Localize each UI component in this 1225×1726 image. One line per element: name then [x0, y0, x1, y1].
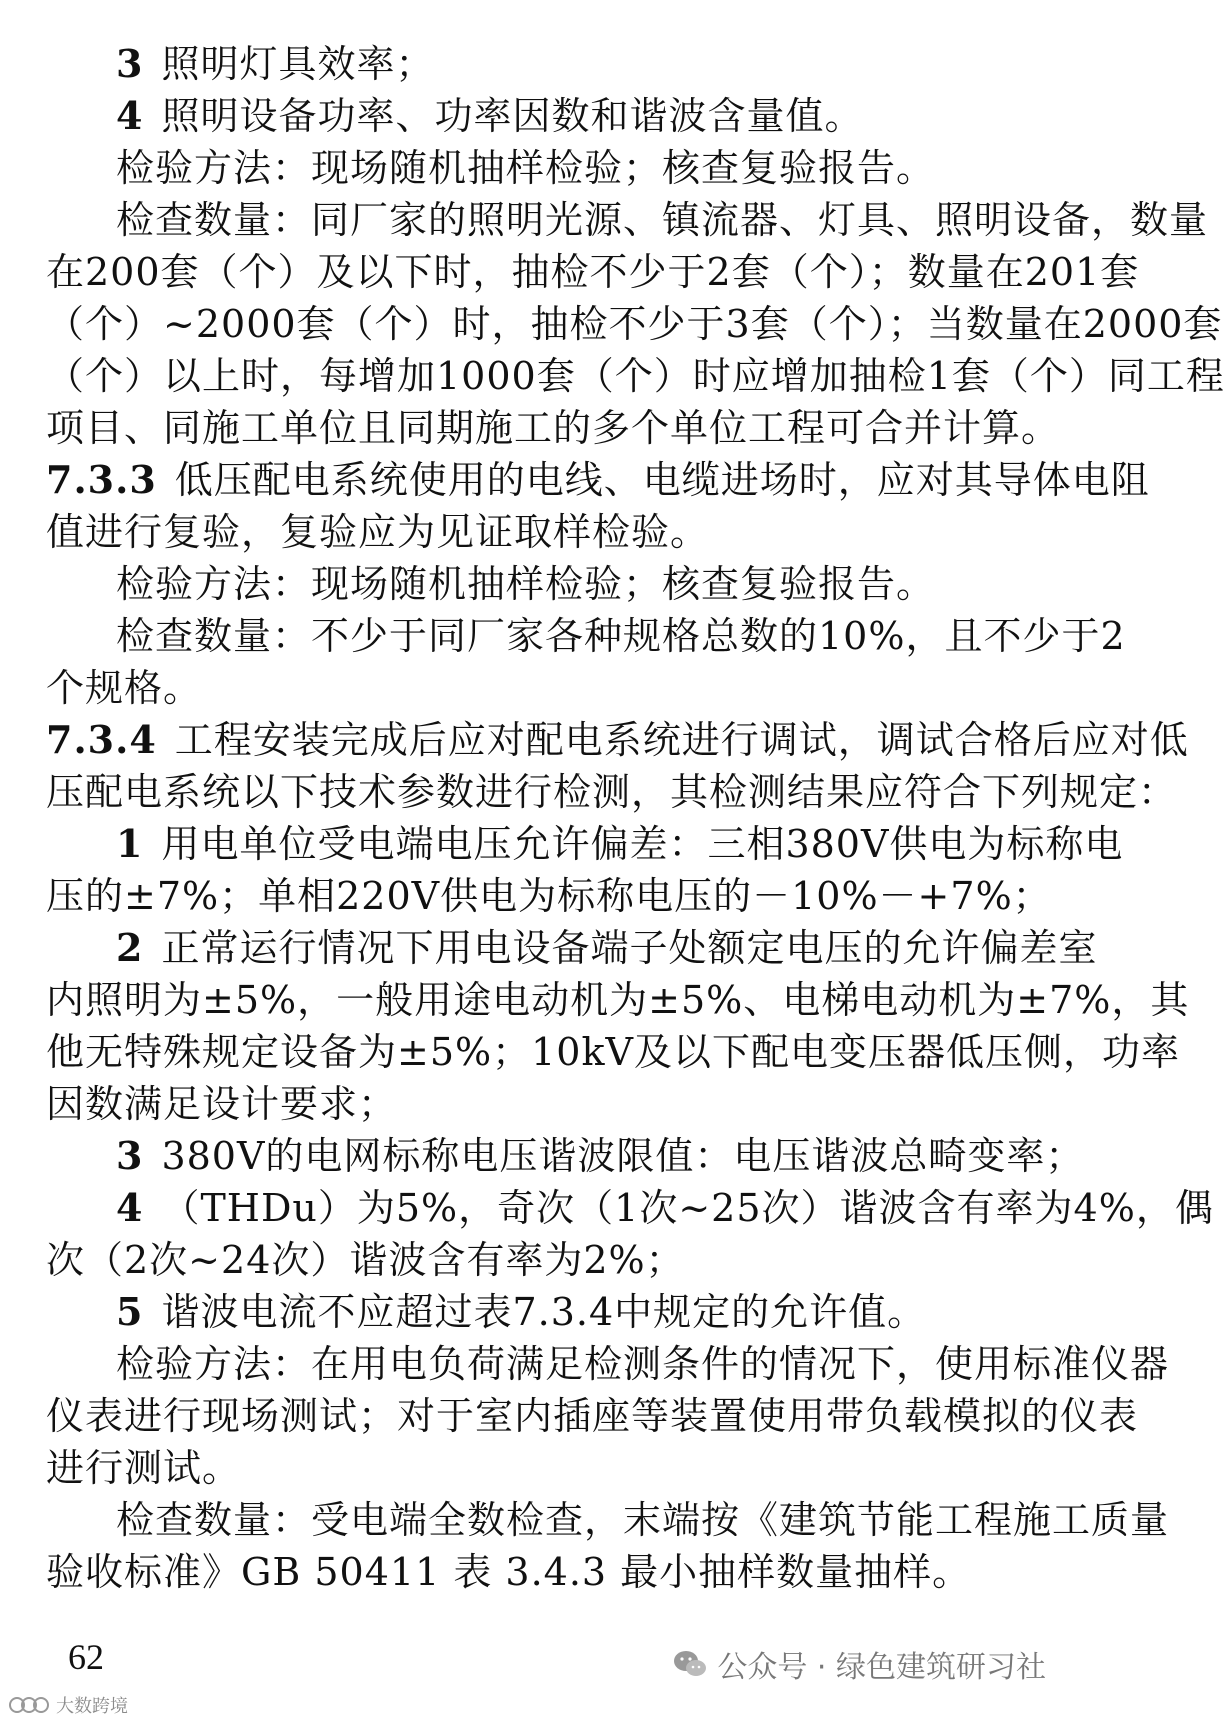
- page-number: 62: [68, 1637, 104, 1677]
- text-line: [46, 454, 1150, 506]
- text-line: [46, 714, 1189, 766]
- line-text: 值进行复验，复验应为见证取样检验。: [46, 510, 710, 554]
- line-text: 检查数量：同厂家的照明光源、镇流器、灯具、照明设备，数量: [116, 198, 1209, 242]
- item-number: 4: [116, 1185, 144, 1230]
- text-line: [46, 38, 1031, 90]
- line-text: 压的±7%；单相220V供电为标称电压的－10%－+7%；: [46, 874, 1052, 918]
- clause-number: 7.3.3: [46, 457, 157, 502]
- text-line: [46, 90, 1031, 142]
- corner-mark-text: 大数跨境: [56, 1696, 128, 1717]
- item-number: 3: [116, 1133, 144, 1178]
- item-number: 2: [116, 925, 144, 970]
- text-line: [46, 1286, 1031, 1338]
- line-text: 进行测试。: [46, 1446, 242, 1490]
- item-number: 4: [116, 93, 144, 138]
- text-line: [46, 1546, 1031, 1598]
- line-text: 验收标准》GB 50411 表 3.4.3 最小抽样数量抽样。: [46, 1550, 972, 1594]
- line-text: 低压配电系统使用的电线、电缆进场时，应对其导体电阻: [174, 458, 1150, 502]
- clause-number: 7.3.4: [46, 717, 157, 762]
- line-text: 照明设备功率、功率因数和谐波含量值。: [161, 94, 864, 138]
- item-number: 1: [116, 821, 144, 866]
- text-line: [46, 298, 1223, 350]
- text-line: [46, 194, 1209, 246]
- text-line: [46, 922, 1098, 974]
- line-text: 检查数量：受电端全数检查，末端按《建筑节能工程施工质量: [116, 1498, 1170, 1542]
- text-line: [46, 246, 1140, 298]
- line-text: （个）~2000套（个）时，抽检不少于3套（个）；当数量在2000套: [46, 302, 1223, 346]
- text-line: [46, 1390, 1139, 1442]
- line-text: 谐波电流不应超过表7.3.4中规定的允许值。: [161, 1290, 927, 1334]
- text-line: [46, 1078, 1031, 1130]
- line-text: 次（2次~24次）谐波含有率为2%；: [46, 1238, 685, 1282]
- line-text: 项目、同施工单位且同期施工的多个单位工程可合并计算。: [46, 406, 1061, 450]
- text-line: [46, 1234, 1031, 1286]
- logo-icon: [8, 1694, 50, 1716]
- line-text: 用电单位受电端电压允许偏差：三相380V供电为标称电: [161, 822, 1124, 866]
- line-text: 工程安装完成后应对配电系统进行调试，调试合格后应对低: [174, 718, 1189, 762]
- line-text: 检查数量：不少于同厂家各种规格总数的10%，且不少于2: [116, 614, 1126, 658]
- line-text: （THDu）为5%，奇次（1次~25次）谐波含有率为4%，偶: [161, 1186, 1214, 1230]
- line-text: （个）以上时，每增加1000套（个）时应增加抽检1套（个）同工程: [46, 354, 1225, 398]
- body-text: [46, 38, 1225, 1598]
- corner-mark: [8, 1692, 128, 1718]
- line-text: 检验方法：现场随机抽样检验；核查复验报告。: [116, 562, 936, 606]
- line-text: 380V的电网标称电压谐波限值：电压谐波总畸变率；: [161, 1134, 1085, 1178]
- watermark-text: 公众号 · 绿色建筑研习社: [717, 1650, 1046, 1685]
- line-text: 检验方法：现场随机抽样检验；核查复验报告。: [116, 146, 936, 190]
- line-text: 因数满足设计要求；: [46, 1082, 398, 1126]
- wechat-icon: [673, 1649, 707, 1679]
- text-line: [46, 610, 1126, 662]
- line-text: 他无特殊规定设备为±5%；10kV及以下配电变压器低压侧，功率: [46, 1030, 1180, 1074]
- text-line: [46, 1338, 1170, 1390]
- text-line: [46, 1026, 1180, 1078]
- text-line: [46, 1442, 1031, 1494]
- text-line: [46, 974, 1190, 1026]
- line-text: 正常运行情况下用电设备端子处额定电压的允许偏差室: [161, 926, 1098, 970]
- item-number: 3: [116, 41, 144, 86]
- text-line: [46, 870, 1052, 922]
- text-line: [46, 142, 1031, 194]
- text-line: [46, 506, 1031, 558]
- text-line: [46, 818, 1124, 870]
- text-line: [46, 766, 1178, 818]
- line-text: 在200套（个）及以下时，抽检不少于2套（个）；数量在201套: [46, 250, 1140, 294]
- text-line: [46, 1494, 1170, 1546]
- line-text: 压配电系统以下技术参数进行检测，其检测结果应符合下列规定：: [46, 770, 1178, 814]
- text-line: [46, 350, 1225, 402]
- line-text: 仪表进行现场测试；对于室内插座等装置使用带负载模拟的仪表: [46, 1394, 1139, 1438]
- watermark: [673, 1642, 1046, 1686]
- line-text: 内照明为±5%，一般用途电动机为±5%、电梯电动机为±7%，其: [46, 978, 1190, 1022]
- text-line: [46, 402, 1061, 454]
- text-line: [46, 558, 1031, 610]
- item-number: 5: [116, 1289, 144, 1334]
- text-line: [46, 662, 1031, 714]
- line-text: 个规格。: [46, 666, 203, 710]
- text-line: [46, 1182, 1214, 1234]
- line-text: 检验方法：在用电负荷满足检测条件的情况下，使用标准仪器: [116, 1342, 1170, 1386]
- line-text: 照明灯具效率；: [161, 42, 435, 86]
- text-line: [46, 1130, 1085, 1182]
